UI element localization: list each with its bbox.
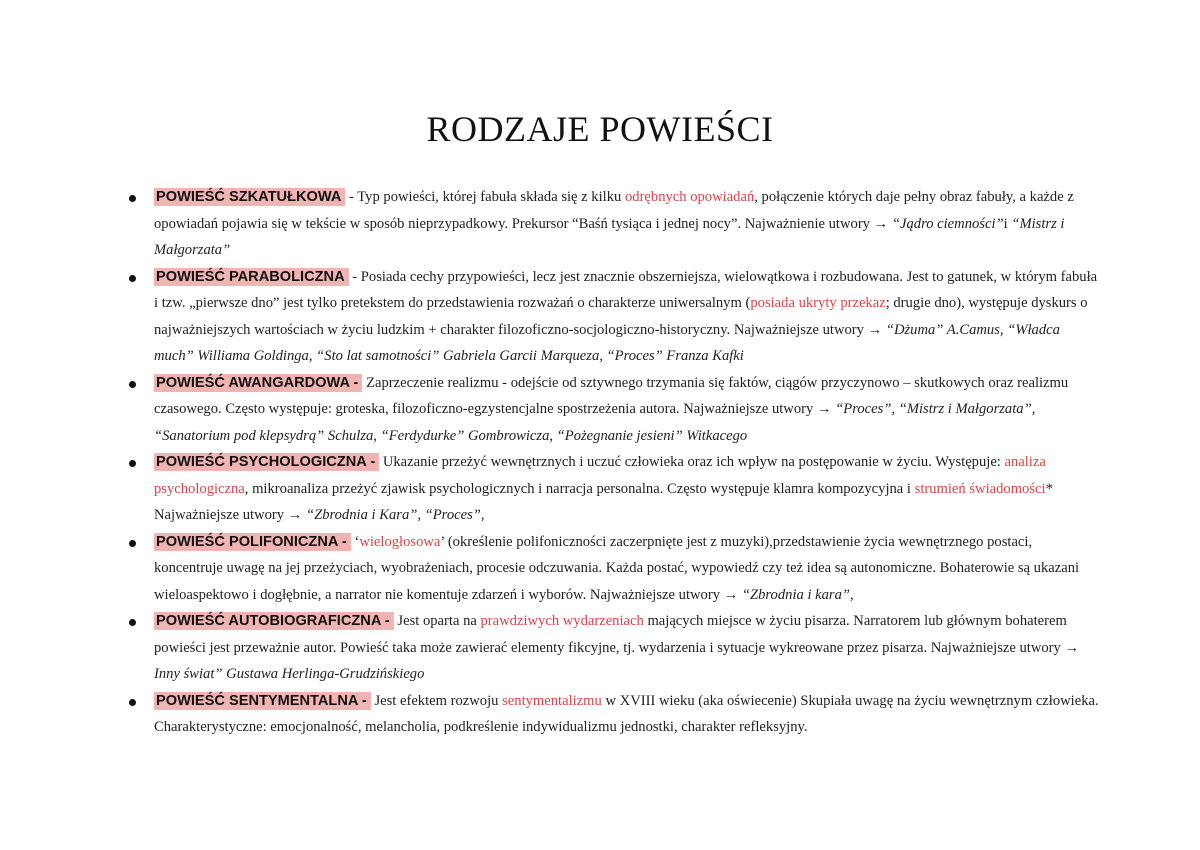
item-work-title: “Zbrodnia i kara”,	[741, 586, 854, 603]
item-heading: POWIEŚĆ AWANGARDOWA -	[154, 374, 362, 392]
item-text: ; drugie dno), występuje dyskurs o najważniejszych wartościach w życiu ludzkim + charakter filozoficzno-socjologiczno-historyczny. Najważniejsze utwory →	[154, 295, 1088, 338]
item-heading: POWIEŚĆ AUTOBIOGRAFICZNA -	[154, 612, 394, 630]
item-heading: POWIEŚĆ SENTYMENTALNA -	[154, 692, 371, 710]
item-text: ‘	[350, 533, 360, 550]
item-text: ’ (określenie polifoniczności zaczerpnięte jest z muzyki),przedstawienie życia wewnętrznego postaci, koncentruje uwagę na jej przeżyciach, wyobrażeniach, procesie odczuwania. Każda postać, wypowiedź czy też idea są autonomiczne. Bohaterowie są ukazani wieloaspektowo i dogłębnie, a narrator nie komentuje zdarzeń i wyborów. Najważniejsze utwory →	[154, 533, 1080, 603]
item-work-title: “Dżuma” A.Camus, “Władca much” Williama Goldinga, “Sto lat samotności” Gabriela Garcii Marqueza, “Proces” Franza Kafki	[154, 321, 1060, 364]
item-text: , połączenie których daje pełny obraz fabuły, a każde z opowiadań pojawia się w tekście w sposób nieprzypadkowy. Prekursor “Baśń tysiąca i jednej nocy”. Najważnienie utwory →	[154, 189, 1074, 232]
item-work-title: “Mistrz i Małgorzata”	[154, 215, 1065, 258]
item-work-title: “Zbrodnia i Kara”, “Proces”,	[305, 507, 485, 523]
item-text: i	[1003, 215, 1012, 232]
item-text: Ukazanie przeżyć wewnętrznych i uczuć człowieka oraz ich wpływ na postępowanie w życiu. Występuje:	[379, 454, 1005, 470]
item-text: mających miejsce w życiu pisarza. Narratorem lub głównym bohaterem powieści jest przeważnie autor. Powieść taka może zawierać elementy fikcyjne, tj. wydarzenia i sytuacje wykreowane przez pisarza. Najważniejsze utwory →	[154, 613, 1080, 656]
item-text: Jest oparta na	[393, 613, 481, 629]
list-item	[127, 184, 1102, 264]
item-text: - Typ powieści, której fabuła składa się z kilku	[345, 189, 625, 205]
item-heading: POWIEŚĆ SZKATUŁKOWA	[154, 188, 345, 206]
item-text: * Najważniejsze utwory →	[154, 480, 1053, 523]
list-item	[127, 449, 1102, 529]
item-work-title: Inny świat” Gustawa Herlinga-Grudzińskiego	[154, 666, 425, 682]
list-item	[127, 688, 1102, 741]
item-heading: POWIEŚĆ PSYCHOLOGICZNA -	[154, 453, 379, 471]
item-red-phrase: posiada ukryty przekaz	[750, 295, 886, 311]
item-text: Zaprzeczenie realizmu - odejście od sztywnego trzymania się faktów, ciągów przyczynowo – skutkowych oraz realizmu czasowego. Często występuje: groteska, filozoficzno-egzystencjalne spostrzeżenia autora. Najważniejsze utwory →	[154, 374, 1069, 417]
page-title: RODZAJE POWIEŚCI	[426, 109, 774, 149]
list-item	[127, 529, 1102, 609]
item-work-title: “Jądro ciemności”	[891, 215, 1004, 232]
item-text: , mikroanaliza przeżyć zjawisk psychologicznych i narracja personalna. Często występuje klamra kompozycyjna i	[244, 480, 915, 497]
item-red-phrase: wielogłosowa	[359, 533, 441, 550]
item-text: w XVIII wieku (aka oświecenie) Skupiała uwagę na życiu wewnętrznym człowieka. Charakterystyczne: emocjonalność, melancholia, podkreślenie indywidualizmu jednostki, charakter refleksyjny.	[154, 692, 1099, 735]
bullet-icon	[129, 619, 136, 626]
novel-types-list	[127, 184, 1102, 741]
list-item	[127, 370, 1102, 450]
item-red-phrase: strumień świadomości	[914, 480, 1046, 497]
item-text: Jest efektem rozwoju	[370, 692, 503, 709]
item-work-title: “Proces”, “Mistrz i Małgorzata”, “Sanatorium pod klepsydrą” Schulza, “Ferdydurke” Gombrowicza, “Pożegnanie jesieni” Witkacego	[154, 401, 1036, 444]
bullet-icon	[129, 381, 136, 388]
bullet-icon	[129, 195, 136, 202]
item-red-phrase: sentymentalizmu	[502, 692, 602, 709]
bullet-icon	[129, 699, 136, 706]
list-item	[127, 608, 1102, 688]
item-heading: POWIEŚĆ POLIFONICZNA -	[154, 533, 351, 551]
list-item	[127, 264, 1102, 370]
item-heading: POWIEŚĆ PARABOLICZNA	[154, 268, 349, 286]
item-text: - Posiada cechy przypowieści, lecz jest znacznie obszerniejsza, wielowątkowa i rozbudowana. Jest to gatunek, w którym fabuła i tzw. „pierwsze dno” jest tylko pretekstem do przedstawienia rozważań o charakterze uniwersalnym (	[154, 268, 1098, 311]
item-red-phrase: odrębnych opowiadań	[624, 189, 755, 205]
bullet-icon	[129, 460, 136, 467]
bullet-icon	[129, 540, 136, 547]
item-red-phrase: prawdziwych wydarzeniach	[480, 613, 644, 629]
item-red-phrase: analiza psychologiczna	[154, 454, 1046, 497]
bullet-icon	[129, 275, 136, 282]
